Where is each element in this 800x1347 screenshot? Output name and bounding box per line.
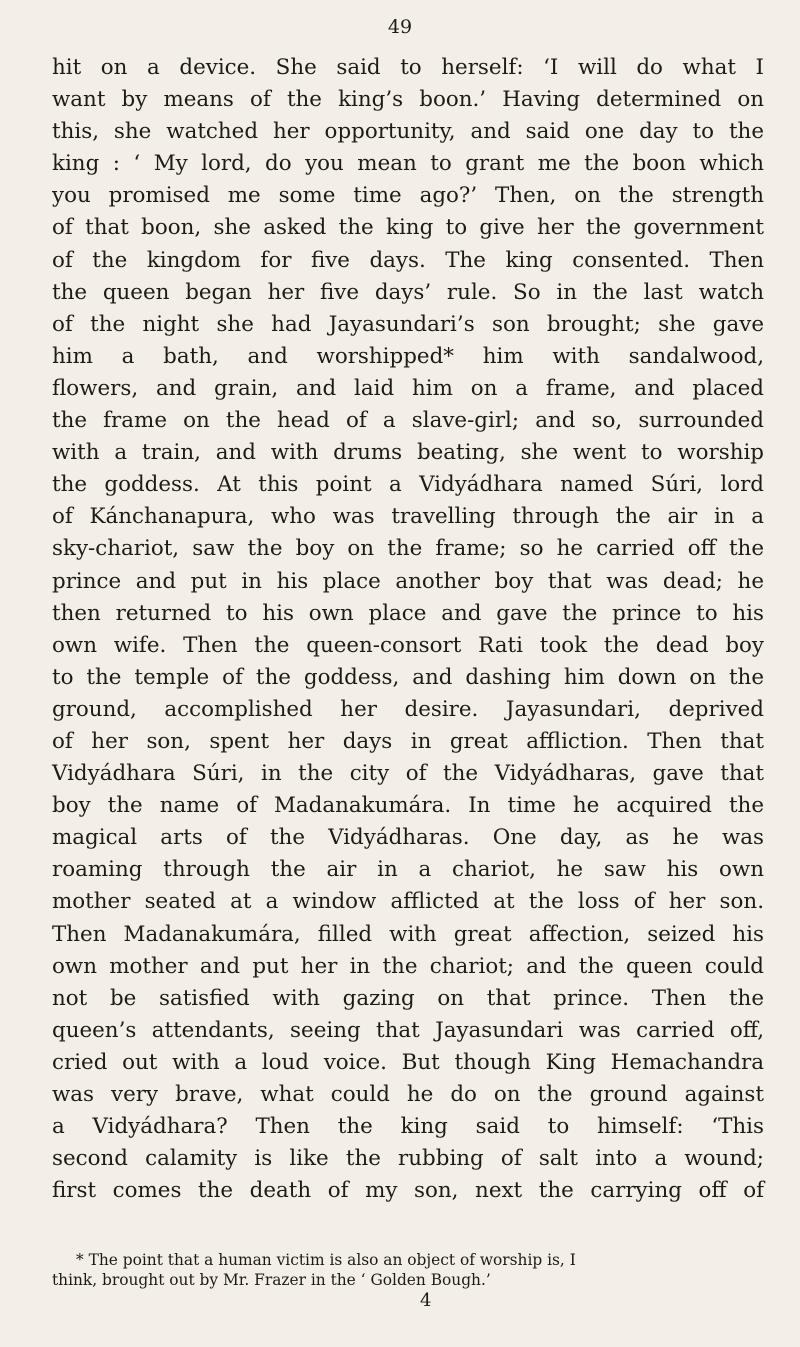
text-line: of the kingdom for five days. The king consented. Then: [52, 247, 764, 273]
text-line: mother seated at a window afflicted at the loss of her son.: [52, 889, 764, 915]
text-line: him a bath, and worshipped* him with sandalwood,: [52, 343, 764, 369]
text-line: Then Madanakumára, filled with great affection, seized his: [52, 921, 764, 947]
text-line: king : ‘ My lord, do you mean to grant me the boon which: [52, 151, 764, 177]
text-line: first comes the death of my son, next the carrying off of: [52, 1178, 764, 1204]
footnote: [52, 1250, 764, 1290]
text-line: a Vidyádhara? Then the king said to himself: ‘This: [52, 1114, 764, 1140]
text-line: the goddess. At this point a Vidyádhara named Súri, lord: [52, 472, 764, 498]
footnote-line: * The point that a human victim is also an object of worship is, I: [76, 1251, 576, 1269]
text-line: own wife. Then the queen-consort Rati took the dead boy: [52, 632, 764, 658]
text-line: magical arts of the Vidyádharas. One day, as he was: [52, 825, 764, 851]
text-line: want by means of the king’s boon.’ Having determined on: [52, 87, 764, 113]
text-line: prince and put in his place another boy that was dead; he: [52, 568, 764, 594]
text-line: roaming through the air in a chariot, he saw his own: [52, 857, 764, 883]
text-line: cried out with a loud voice. But though King Hemachandra: [52, 1049, 764, 1075]
text-line: then returned to his own place and gave the prince to his: [52, 600, 764, 626]
text-line: hit on a device. She said to herself: ‘I will do what I: [52, 55, 764, 80]
text-line: Vidyádhara Súri, in the city of the Vidyádharas, gave that: [52, 761, 764, 787]
text-line: sky-chariot, saw the boy on the frame; so he carried off the: [52, 536, 764, 562]
text-line: queen’s attendants, seeing that Jayasundari was carried off,: [52, 1017, 764, 1043]
text-line: the frame on the head of a slave-girl; and so, surrounded: [52, 408, 764, 434]
text-line: of Kánchanapura, who was travelling through the air in a: [52, 504, 764, 530]
text-line: of that boon, she asked the king to give her the government: [52, 215, 764, 241]
footnote-line: think, brought out by Mr. Frazer in the ‘ Golden Bough.’: [52, 1271, 491, 1289]
text-line: ground, accomplished her desire. Jayasundari, deprived: [52, 696, 764, 722]
text-line: flowers, and grain, and laid him on a frame, and placed: [52, 375, 764, 401]
text-line: boy the name of Madanakumára. In time he acquired the: [52, 793, 764, 819]
text-line: with a train, and with drums beating, she went to worship: [52, 440, 764, 466]
text-line: second calamity is like the rubbing of salt into a wound;: [52, 1146, 764, 1172]
text-line: of the night she had Jayasundari’s son brought; she gave: [52, 311, 764, 337]
text-line: was very brave, what could he do on the ground against: [52, 1082, 764, 1107]
text-line: the queen began her five days’ rule. So in the last watch: [52, 279, 764, 305]
text-line: this, she watched her opportunity, and said one day to the: [52, 119, 764, 145]
page-number: 49: [387, 16, 413, 38]
signature-mark: 4: [420, 1290, 432, 1311]
text-line: of her son, spent her days in great affliction. Then that: [52, 728, 764, 754]
text-line: not be satisfied with gazing on that prince. Then the: [52, 985, 764, 1011]
text-line: to the temple of the goddess, and dashing him down on the: [52, 664, 764, 690]
text-line: you promised me some time ago?’ Then, on the strength: [52, 183, 764, 209]
text-line: own mother and put her in the chariot; and the queen could: [52, 953, 764, 979]
body-text: [52, 52, 764, 1207]
